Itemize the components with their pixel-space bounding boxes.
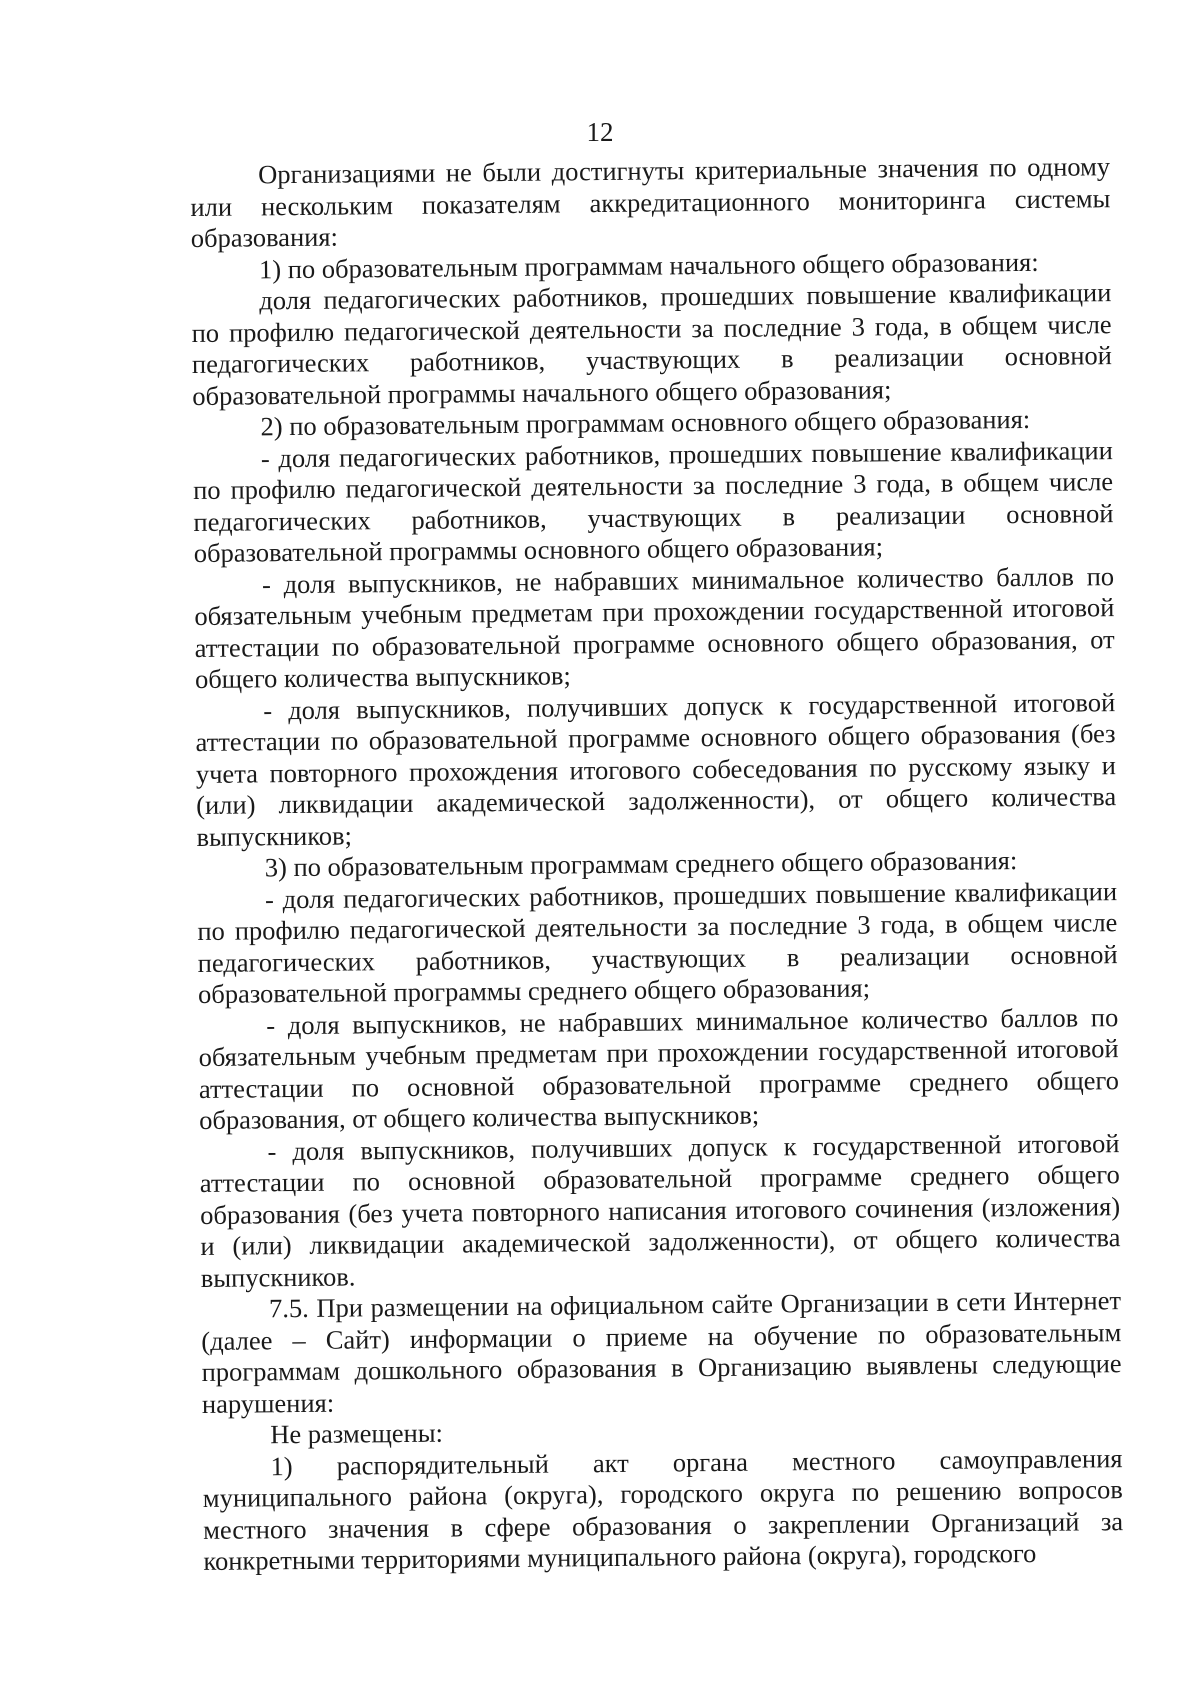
- paragraph-item-1-text: доля педагогических работников, прошедших повышение квалификации по профилю педагогической деятельности за последние 3 года, в общем числе педагогических работников, участвующих в реализации основной образовательной программы начального общего образования;: [191, 277, 1113, 411]
- document-body: [190, 151, 1124, 1577]
- paragraph-not-placed: Не размещены:: [270, 1417, 444, 1450]
- paragraph-item-3-bullet-3: - доля выпускников, получивших допуск к государственной итоговой аттестации по основной образовательной программе среднего общего образования (без учета повторного написания итогового сочинения (изложения) и (или) ликвидации академической задолженности), от общего количества выпускников.: [199, 1127, 1121, 1293]
- paragraph-item-3-heading: 3) по образовательным программам среднего общего образования:: [264, 845, 1018, 883]
- paragraph-intro: Организациями не были достигнуты критериальные значения по одному или нескольким показателям аккредитационного мониторинга системы образования:: [190, 151, 1111, 253]
- paragraph-item-1-heading: 1) по образовательным программам начального общего образования:: [258, 246, 1039, 284]
- page-number: 12: [586, 117, 614, 147]
- paragraph-item-2-bullet-2: - доля выпускников, не набравших минимальное количество баллов по обязательным учебным предметам при прохождении государственной итоговой аттестации по образовательной программе основного общего образования, от общего количества выпускников;: [194, 560, 1115, 694]
- paragraph-not-placed-item-1: 1) распорядительный акт органа местного самоуправления муниципального района (округа), городского округа по решению вопросов местного значения в сфере образования о закреплении Организаций за конкретными территориями муниципального района (округа), городского: [202, 1442, 1124, 1576]
- paragraph-item-2-heading: 2) по образовательным программам основного общего образования:: [260, 403, 1031, 442]
- paragraph-item-3-bullet-2: - доля выпускников, не набравших минимальное количество баллов по обязательным учебным предметам при прохождении государственной итоговой аттестации по основной образовательной программе среднего общего образования, от общего количества выпускников;: [198, 1001, 1120, 1135]
- paragraph-item-3-bullet-1: - доля педагогических работников, прошедших повышение квалификации по профилю педагогической деятельности за последние 3 года, в общем числе педагогических работников, участвующих в реализации основной образовательной программы среднего общего образования;: [197, 875, 1118, 1009]
- paragraph-item-2-bullet-1: - доля педагогических работников, прошедших повышение квалификации по профилю педагогической деятельности за последние 3 года, в общем числе педагогических работников, участвующих в реализации основной образовательной программы основного общего образования;: [193, 434, 1114, 568]
- paragraph-item-2-bullet-3: - доля выпускников, получивших допуск к государственной итоговой аттестации по образовательной программе основного общего образования (без учета повторного прохождения итогового собеседования по русскому языку и (или) ликвидации академической задолженности), от общего количества выпускников;: [195, 686, 1117, 852]
- paragraph-section-7-5: 7.5. При размещении на официальном сайте Организации в сети Интернет (далее – Сайт) информации о приеме на обучение по образовательным программам дошкольного образования в Организацию выявлены следующие нарушения:: [201, 1285, 1122, 1419]
